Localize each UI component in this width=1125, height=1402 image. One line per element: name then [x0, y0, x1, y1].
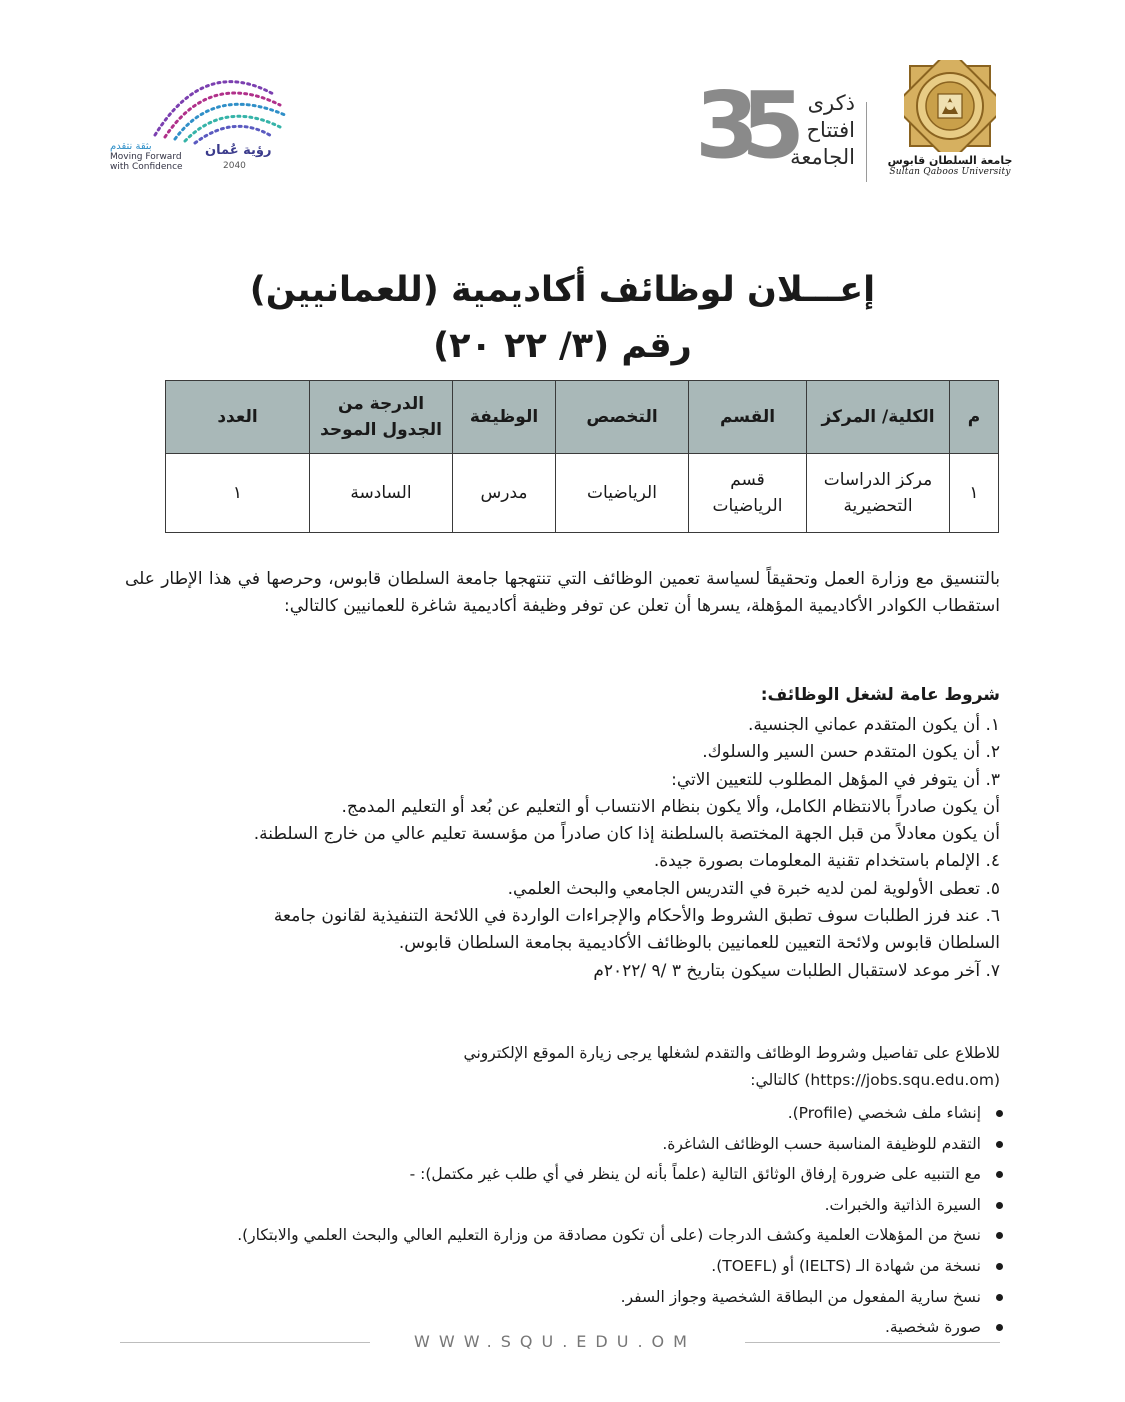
col-count: العدد: [166, 381, 310, 454]
apply-line-2: [120, 1067, 1000, 1094]
condition-item: ٦. عند فرز الطلبات سوف تطبق الشروط والأحكام والإجراءات الواردة في اللائحة التنفيذية لقانون جامعة: [273, 906, 1000, 927]
apply-instructions: [120, 1040, 1000, 1094]
oman-vision-logo: [95, 65, 305, 195]
jobs-site-link[interactable]: (https://jobs.squ.edu.om): [804, 1071, 1000, 1089]
jobs-table: [165, 380, 999, 533]
apply-steps-list: [107, 1098, 1007, 1343]
list-item: التقدم للوظيفة المناسبة حسب الوظائف الشاغرة.: [107, 1129, 1007, 1160]
list-item: صورة شخصية.: [107, 1312, 1007, 1343]
squ-logo: [880, 60, 1020, 185]
anniversary-line-1: ذكرى: [807, 91, 855, 115]
cell-specialization: الرياضيات: [556, 454, 689, 533]
footer-rule-right: [745, 1342, 1000, 1343]
condition-item: أن يكون معادلاً من قبل الجهة المختصة بالسلطنة إذا كان صادراً من مؤسسة تعليم عالي من خارج السلطنة.: [253, 824, 1000, 845]
apply-line-1: للاطلاع على تفاصيل وشروط الوظائف والتقدم لشغلها يرجى زيارة الموقع الإلكتروني: [463, 1044, 1000, 1062]
condition-item: ٧. آخر موعد لاستقبال الطلبات سيكون بتاريخ ٣ /٩ /٢٠٢٢م: [593, 960, 1000, 981]
cell-college: مركز الدراسات التحضيرية: [807, 454, 950, 533]
list-item: مع التنبيه على ضرورة إرفاق الوثائق التالية (علماً بأنه لن ينظر في أي طلب غير مكتمل): -: [107, 1159, 1007, 1190]
vision-name: رؤية عُمان: [205, 143, 272, 158]
anniversary-number: 35: [695, 72, 788, 179]
condition-item: ٤. الإلمام باستخدام تقنية المعلومات بصورة جيدة.: [653, 851, 1000, 872]
col-specialization: التخصص: [556, 381, 689, 454]
conditions-list: [120, 712, 1000, 985]
condition-item: ١. أن يكون المتقدم عماني الجنسية.: [748, 715, 1000, 735]
condition-item: ٥. تعطى الأولوية لمن لديه خبرة في التدريس الجامعي والبحث العلمي.: [507, 878, 1000, 899]
footer-url[interactable]: WWW.SQU.EDU.OM: [414, 1332, 696, 1351]
anniversary-logo: [695, 72, 855, 190]
squ-name-ar: جامعة السلطان قابوس: [887, 154, 1013, 167]
cell-count: ١: [166, 454, 310, 533]
anniversary-line-2: افتتاح: [806, 118, 855, 142]
condition-item: السلطان قابوس ولائحة التعيين للعمانيين بالوظائف الأكاديمية بجامعة السلطان قابوس.: [398, 933, 1000, 954]
cell-position: مدرس: [453, 454, 556, 533]
footer-rule-left: [120, 1342, 370, 1343]
logo-divider: [866, 102, 867, 182]
col-position: الوظيفة: [453, 381, 556, 454]
list-item: نسخ سارية المفعول من البطاقة الشخصية وجواز السفر.: [107, 1282, 1007, 1313]
cell-grade: السادسة: [310, 454, 453, 533]
footer: [0, 1328, 1125, 1358]
table-row: [166, 454, 999, 533]
vision-tagline-ar: بثقة نتقدم: [110, 141, 152, 152]
vision-year: 2040: [223, 161, 246, 171]
squ-seal-icon: [904, 60, 996, 152]
squ-name-en: Sultan Qaboos University: [889, 167, 1011, 177]
vision-tagline-en-2: with Confidence: [110, 162, 183, 172]
header-logos: [0, 60, 1125, 190]
vision-tagline: [110, 142, 183, 172]
apply-line-2-suffix: كالتالي:: [750, 1071, 800, 1089]
condition-item: ٣. أن يتوفر في المؤهل المطلوب للتعيين الاتي:: [671, 769, 1000, 790]
intro-paragraph: بالتنسيق مع وزارة العمل وتحقيقاً لسياسة تعمين الوظائف التي تنتهجها جامعة السلطان قابوس، وحرصها في هذا الإطار على استقطاب الكوادر الأكاديمية المؤهلة، يسرها أن تعلن عن توفر وظيفة أكاديمية شاغرة للعمانيين كالتالي:: [125, 569, 1000, 616]
announcement-title: [0, 262, 1125, 374]
list-item: السيرة الذاتية والخبرات.: [107, 1190, 1007, 1221]
list-item: نسخة من شهادة الـ (IELTS) أو (TOEFL).: [107, 1251, 1007, 1282]
anniversary-text: [790, 90, 855, 171]
col-college: الكلية/ المركز: [807, 381, 950, 454]
condition-item: ٢. أن يكون المتقدم حسن السير والسلوك.: [702, 742, 1000, 763]
cell-index: ١: [950, 454, 999, 533]
col-grade: الدرجة من الجدول الموحد: [310, 381, 453, 454]
col-department: القسم: [689, 381, 807, 454]
anniversary-line-3: الجامعة: [790, 145, 855, 169]
cell-department: قسم الرياضيات: [689, 454, 807, 533]
table-header-row: [166, 381, 999, 454]
title-line-1: إعـــلان لوظائف أكاديمية (للعمانيين): [249, 270, 876, 310]
list-item: نسخ من المؤهلات العلمية وكشف الدرجات (على أن تكون مصادقة من وزارة التعليم العالي والبحث العلمي والابتكار).: [107, 1220, 1007, 1251]
conditions-title: شروط عامة لشغل الوظائف:: [760, 685, 1000, 705]
col-index: م: [950, 381, 999, 454]
vision-swirl-icon: [95, 65, 305, 145]
list-item: إنشاء ملف شخصي (Profile).: [107, 1098, 1007, 1129]
vision-tagline-en-1: Moving Forward: [110, 152, 182, 162]
condition-item: أن يكون صادراً بالانتظام الكامل، وألا يكون بنظام الانتساب أو التعليم عن بُعد أو التعليم المدمج.: [341, 796, 1000, 817]
title-line-2: رقم (٣/ ٢٢ ٢٠): [433, 326, 692, 366]
